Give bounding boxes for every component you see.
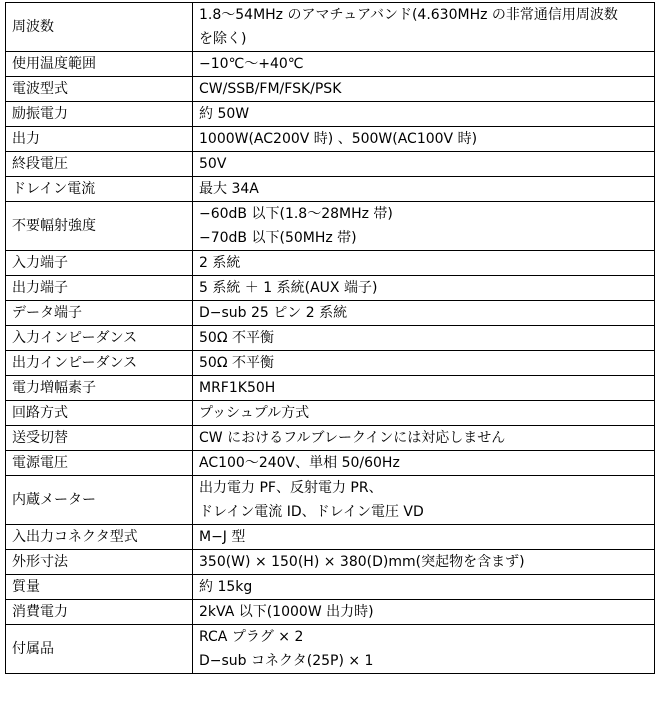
spec-value-line: 約 15kg <box>199 579 253 595</box>
spec-row <box>6 426 655 451</box>
spec-value-line: 1000W(AC200V 時) 、500W(AC100V 時) <box>199 131 478 147</box>
spec-value-line: 50Ω 不平衡 <box>199 355 274 371</box>
spec-value <box>193 276 655 301</box>
spec-value-line: 2kVA 以下(1000W 出力時) <box>199 604 374 620</box>
spec-value-line: プッシュプル方式 <box>199 405 310 421</box>
spec-value <box>193 550 655 575</box>
spec-value-line: 1.8～54MHz のアマチュアバンド(4.630MHz の非常通信用周波数 <box>199 7 618 23</box>
spec-value <box>193 625 655 674</box>
spec-value-line: D−sub コネクタ(25P) × 1 <box>199 653 374 669</box>
spec-value-line: RCA プラグ × 2 <box>199 629 304 645</box>
spec-table <box>5 2 655 674</box>
spec-value-line: 最大 34A <box>199 181 259 197</box>
spec-row <box>6 251 655 276</box>
spec-row <box>6 451 655 476</box>
spec-row <box>6 351 655 376</box>
spec-label: 電力増幅素子 <box>6 376 193 401</box>
spec-row <box>6 575 655 600</box>
spec-label: 不要幅射強度 <box>6 202 193 251</box>
spec-value <box>193 326 655 351</box>
spec-row <box>6 276 655 301</box>
spec-row <box>6 376 655 401</box>
spec-label: 周波数 <box>6 3 193 52</box>
spec-value-line: 50V <box>199 156 227 172</box>
spec-value <box>193 202 655 251</box>
spec-value-line: AC100～240V、単相 50/60Hz <box>199 455 400 471</box>
spec-row <box>6 77 655 102</box>
spec-label: 入出力コネクタ型式 <box>6 525 193 550</box>
spec-label: 外形寸法 <box>6 550 193 575</box>
spec-value-line: を除く) <box>199 31 247 47</box>
spec-value <box>193 600 655 625</box>
spec-value-line: −60dB 以下(1.8～28MHz 帯) <box>199 206 393 222</box>
spec-value-line: CW/SSB/FM/FSK/PSK <box>199 81 342 97</box>
spec-value-line: 約 50W <box>199 106 250 122</box>
spec-label: 入力端子 <box>6 251 193 276</box>
spec-row <box>6 127 655 152</box>
spec-value <box>193 351 655 376</box>
spec-value <box>193 77 655 102</box>
spec-value-line: ドレイン電流 ID、ドレイン電圧 VD <box>199 504 424 520</box>
spec-value-line: −70dB 以下(50MHz 帯) <box>199 230 357 246</box>
spec-label: ドレイン電流 <box>6 177 193 202</box>
spec-value <box>193 177 655 202</box>
spec-row <box>6 102 655 127</box>
spec-row <box>6 202 655 251</box>
spec-value <box>193 52 655 77</box>
spec-value <box>193 451 655 476</box>
spec-row <box>6 3 655 52</box>
spec-value <box>193 301 655 326</box>
spec-value <box>193 401 655 426</box>
spec-label: 励振電力 <box>6 102 193 127</box>
spec-label: 消費電力 <box>6 600 193 625</box>
spec-row <box>6 550 655 575</box>
spec-row <box>6 177 655 202</box>
spec-value-line: 2 系統 <box>199 255 241 271</box>
spec-row <box>6 600 655 625</box>
spec-label: 付属品 <box>6 625 193 674</box>
spec-value-line: 出力電力 PF、反射電力 PR、 <box>199 480 383 496</box>
spec-label: 入力インピーダンス <box>6 326 193 351</box>
spec-row <box>6 625 655 674</box>
spec-label: 質量 <box>6 575 193 600</box>
spec-value <box>193 376 655 401</box>
spec-row <box>6 525 655 550</box>
spec-value <box>193 102 655 127</box>
spec-label: 内蔵メーター <box>6 476 193 525</box>
spec-value <box>193 127 655 152</box>
spec-value <box>193 251 655 276</box>
spec-label: 電源電圧 <box>6 451 193 476</box>
spec-label: 出力インピーダンス <box>6 351 193 376</box>
spec-row <box>6 401 655 426</box>
spec-value-line: MRF1K50H <box>199 380 276 396</box>
spec-value-line: 350(W) × 150(H) × 380(D)mm(突起物を含まず) <box>199 554 525 570</box>
spec-value-line: D−sub 25 ピン 2 系統 <box>199 305 348 321</box>
spec-row <box>6 476 655 525</box>
spec-value <box>193 575 655 600</box>
spec-label: 使用温度範囲 <box>6 52 193 77</box>
spec-value <box>193 426 655 451</box>
spec-label: 電波型式 <box>6 77 193 102</box>
spec-value-line: CW におけるフルブレークインには対応しません <box>199 430 506 446</box>
spec-sheet <box>5 2 653 674</box>
spec-label: 回路方式 <box>6 401 193 426</box>
spec-value-line: M−J 型 <box>199 529 246 545</box>
spec-value <box>193 152 655 177</box>
spec-label: データ端子 <box>6 301 193 326</box>
spec-label: 出力 <box>6 127 193 152</box>
spec-label: 送受切替 <box>6 426 193 451</box>
spec-label: 出力端子 <box>6 276 193 301</box>
spec-row <box>6 301 655 326</box>
spec-row <box>6 326 655 351</box>
spec-row <box>6 52 655 77</box>
spec-row <box>6 152 655 177</box>
spec-value-line: 5 系統 ＋ 1 系統(AUX 端子) <box>199 280 378 296</box>
spec-value <box>193 3 655 52</box>
spec-value-line: −10℃～+40℃ <box>199 56 304 72</box>
spec-table-body <box>6 3 655 674</box>
spec-value <box>193 525 655 550</box>
spec-value-line: 50Ω 不平衡 <box>199 330 274 346</box>
spec-label: 終段電圧 <box>6 152 193 177</box>
spec-value <box>193 476 655 525</box>
